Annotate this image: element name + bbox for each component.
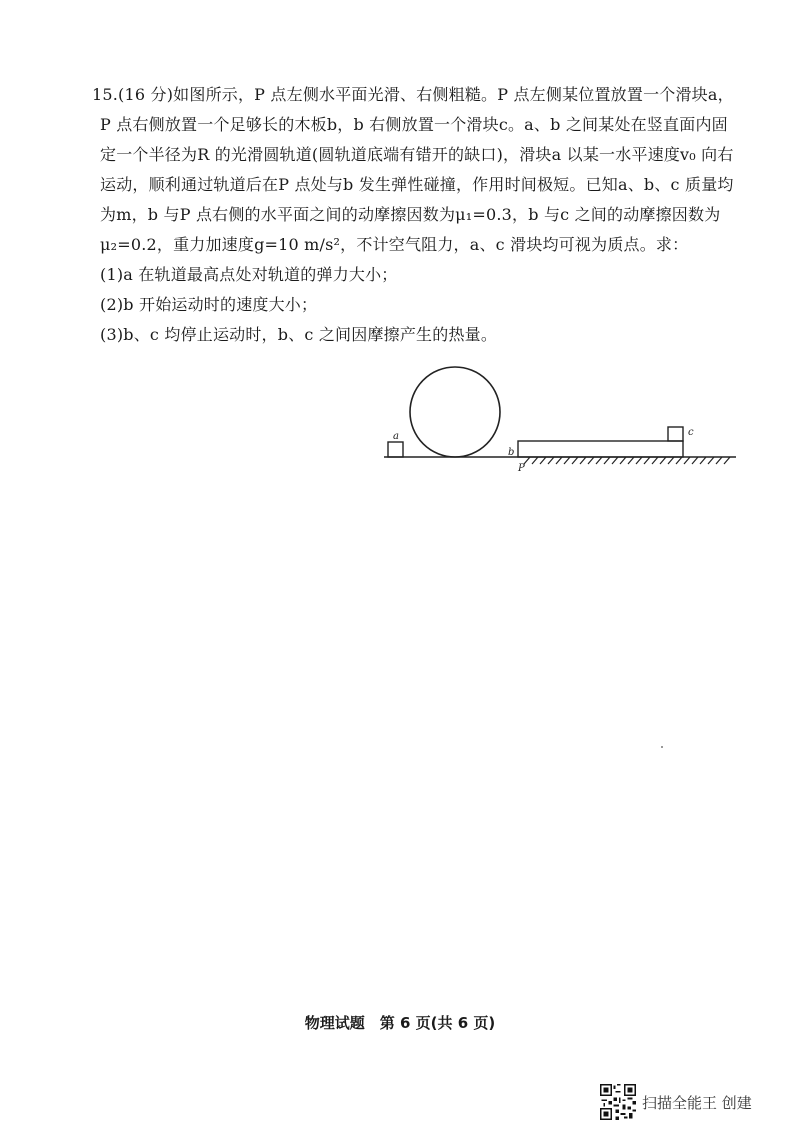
question-1: (1)a 在轨道最高点处对轨道的弹力大小； bbox=[100, 265, 398, 284]
problem-text: (16 分)如图所示，P 点左侧水平面光滑、右侧粗糙。P 点左侧某位置放置一个滑块a，P 点右侧放置一个足够长的木板b，b 右侧放置一个滑块c。a、b 之间某处在竖直面内固定一个半径为R 的光滑圆轨道(圆轨道底端有错开的缺口)，滑块a 以某一水平速度v₀ 向右运动，顺利通过轨道后在P 点处与b 发生弹性碰撞，作用时间极短。已知a、b、c 质量均为m，b 与P 点右侧的水平面之间的动摩擦因数为μ₁=0.3，b 与c 之间的动摩擦因数为μ₂=0.2，重力加速度g=10 m/s²，不计空气阻力，a、c 滑块均可视为质点。求： bbox=[100, 85, 734, 254]
problem-number: 15. bbox=[92, 85, 119, 104]
block-a bbox=[388, 442, 403, 457]
rough-surface-hatching bbox=[524, 457, 730, 464]
label-p: P bbox=[518, 463, 525, 474]
problem-15 bbox=[92, 80, 740, 350]
circular-track bbox=[410, 367, 500, 457]
board-b bbox=[518, 441, 683, 457]
scan-speck bbox=[661, 746, 663, 748]
label-a: a bbox=[393, 431, 399, 442]
label-b: b bbox=[508, 447, 515, 458]
block-c bbox=[668, 427, 683, 441]
page-footer: 物理试题 第 6 页(共 6 页) bbox=[304, 1014, 496, 1032]
question-2: (2)b 开始运动时的速度大小； bbox=[100, 295, 318, 314]
physics-diagram bbox=[380, 360, 740, 480]
question-3: (3)b、c 均停止运动时，b、c 之间因摩擦产生的热量。 bbox=[100, 325, 498, 344]
label-c: c bbox=[688, 427, 694, 438]
qr-code-icon bbox=[600, 1084, 636, 1120]
watermark-text: 扫描全能王 创建 bbox=[642, 1093, 752, 1112]
scanner-watermark bbox=[600, 1084, 752, 1120]
problem-statement bbox=[92, 80, 740, 260]
